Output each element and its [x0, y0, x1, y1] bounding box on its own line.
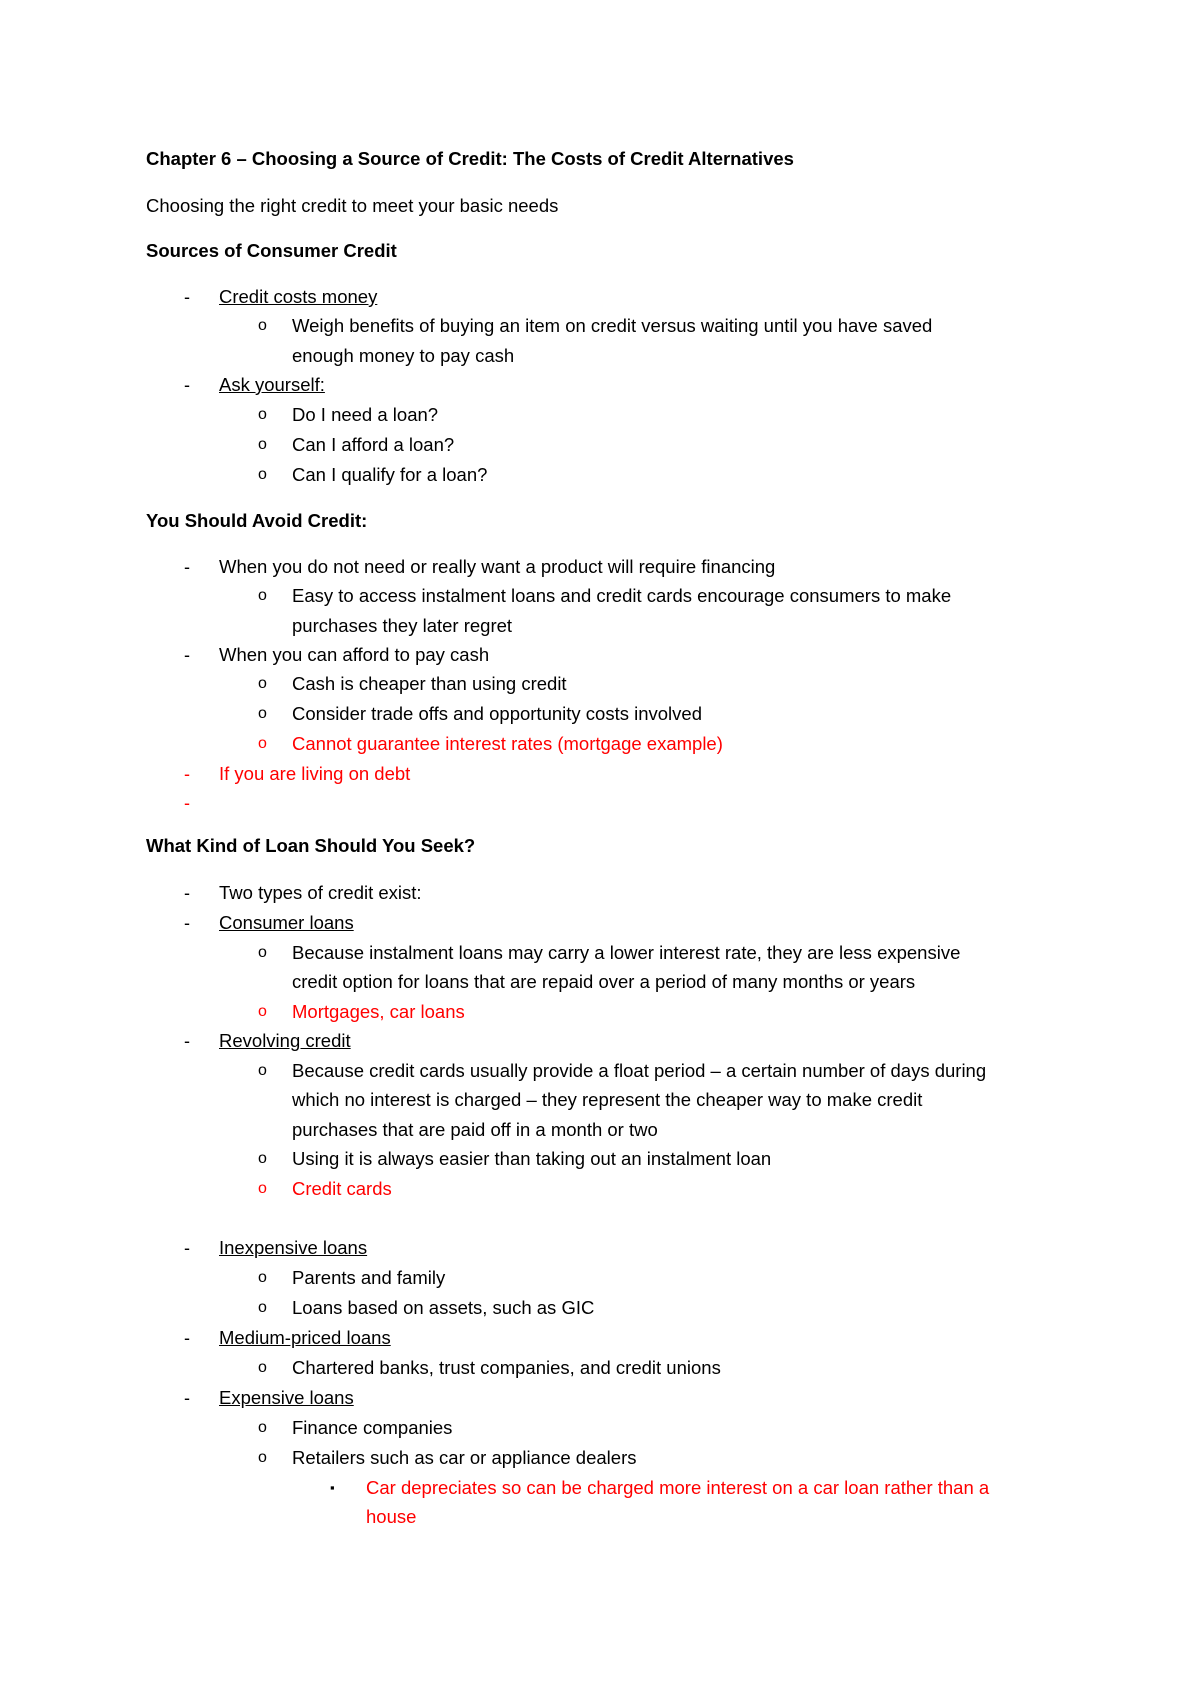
- list-item: Ask yourself:: [219, 374, 325, 395]
- circle-bullet: o: [258, 1359, 267, 1376]
- dash-bullet: -: [184, 764, 190, 784]
- circle-bullet: o: [258, 1180, 267, 1197]
- list-item: Can I qualify for a loan?: [292, 464, 488, 485]
- circle-bullet: o: [258, 1003, 267, 1020]
- circle-bullet: o: [258, 735, 267, 752]
- list-item-continuation: enough money to pay cash: [292, 345, 515, 366]
- list-item: Weigh benefits of buying an item on credit versus waiting until you have saved: [292, 315, 933, 336]
- list-item: If you are living on debt: [219, 763, 411, 784]
- section-heading-sources: Sources of Consumer Credit: [146, 240, 397, 261]
- page-title: Chapter 6 – Choosing a Source of Credit: The Costs of Credit Alternatives: [146, 148, 794, 169]
- list-item: Because credit cards usually provide a float period – a certain number of days during: [292, 1060, 987, 1081]
- circle-bullet: o: [258, 317, 267, 334]
- list-item: Do I need a loan?: [292, 404, 439, 425]
- list-item: Revolving credit: [219, 1030, 351, 1051]
- dash-bullet: -: [184, 557, 190, 577]
- circle-bullet: o: [258, 406, 267, 423]
- list-item: When you can afford to pay cash: [219, 644, 490, 665]
- list-item: Inexpensive loans: [219, 1237, 368, 1258]
- list-item: Easy to access instalment loans and credit cards encourage consumers to make: [292, 585, 952, 606]
- dash-bullet: -: [184, 883, 190, 903]
- list-item: Using it is always easier than taking out an instalment loan: [292, 1148, 772, 1169]
- square-bullet: ▪: [330, 1480, 335, 1495]
- list-item: Cash is cheaper than using credit: [292, 673, 567, 694]
- section-heading-avoid-credit: You Should Avoid Credit:: [146, 510, 368, 531]
- list-item: Finance companies: [292, 1417, 453, 1438]
- circle-bullet: o: [258, 1299, 267, 1316]
- circle-bullet: o: [258, 587, 267, 604]
- circle-bullet: o: [258, 466, 267, 483]
- list-item-continuation: credit option for loans that are repaid over a period of many months or years: [292, 971, 916, 992]
- list-item-continuation: purchases they later regret: [292, 615, 513, 636]
- list-item: Mortgages, car loans: [292, 1001, 465, 1022]
- list-item: Two types of credit exist:: [219, 882, 422, 903]
- circle-bullet: o: [258, 944, 267, 961]
- list-item: When you do not need or really want a product will require financing: [219, 556, 776, 577]
- list-item-continuation: house: [366, 1506, 417, 1527]
- circle-bullet: o: [258, 1449, 267, 1466]
- section-heading-loan-kind: What Kind of Loan Should You Seek?: [146, 835, 476, 856]
- list-item: Expensive loans: [219, 1387, 354, 1408]
- circle-bullet: o: [258, 1269, 267, 1286]
- dash-bullet: -: [184, 645, 190, 665]
- dash-bullet: -: [184, 1031, 190, 1051]
- list-item: Parents and family: [292, 1267, 446, 1288]
- dash-bullet: -: [184, 287, 190, 307]
- page-subtitle: Choosing the right credit to meet your basic needs: [146, 195, 559, 216]
- dash-bullet: -: [184, 1328, 190, 1348]
- list-item: Retailers such as car or appliance dealers: [292, 1447, 637, 1468]
- circle-bullet: o: [258, 705, 267, 722]
- circle-bullet: o: [258, 1150, 267, 1167]
- circle-bullet: o: [258, 675, 267, 692]
- list-item: Chartered banks, trust companies, and credit unions: [292, 1357, 721, 1378]
- list-item: Medium-priced loans: [219, 1327, 391, 1348]
- list-item: Loans based on assets, such as GIC: [292, 1297, 595, 1318]
- dash-bullet: -: [184, 913, 190, 933]
- circle-bullet: o: [258, 1419, 267, 1436]
- list-item: Can I afford a loan?: [292, 434, 455, 455]
- list-item: Credit costs money: [219, 286, 378, 307]
- list-item-continuation: which no interest is charged – they represent the cheaper way to make credit: [292, 1089, 923, 1110]
- dash-bullet: -: [184, 793, 190, 813]
- circle-bullet: o: [258, 1062, 267, 1079]
- list-item-continuation: purchases that are paid off in a month or two: [292, 1119, 658, 1140]
- list-item: Because instalment loans may carry a lower interest rate, they are less expensive: [292, 942, 961, 963]
- list-item: Consumer loans: [219, 912, 354, 933]
- list-item: Credit cards: [292, 1178, 392, 1199]
- list-item: Car depreciates so can be charged more interest on a car loan rather than a: [366, 1477, 990, 1498]
- dash-bullet: -: [184, 1238, 190, 1258]
- dash-bullet: -: [184, 375, 190, 395]
- list-item: Cannot guarantee interest rates (mortgage example): [292, 733, 723, 754]
- list-item: Consider trade offs and opportunity costs involved: [292, 703, 702, 724]
- dash-bullet: -: [184, 1388, 190, 1408]
- circle-bullet: o: [258, 436, 267, 453]
